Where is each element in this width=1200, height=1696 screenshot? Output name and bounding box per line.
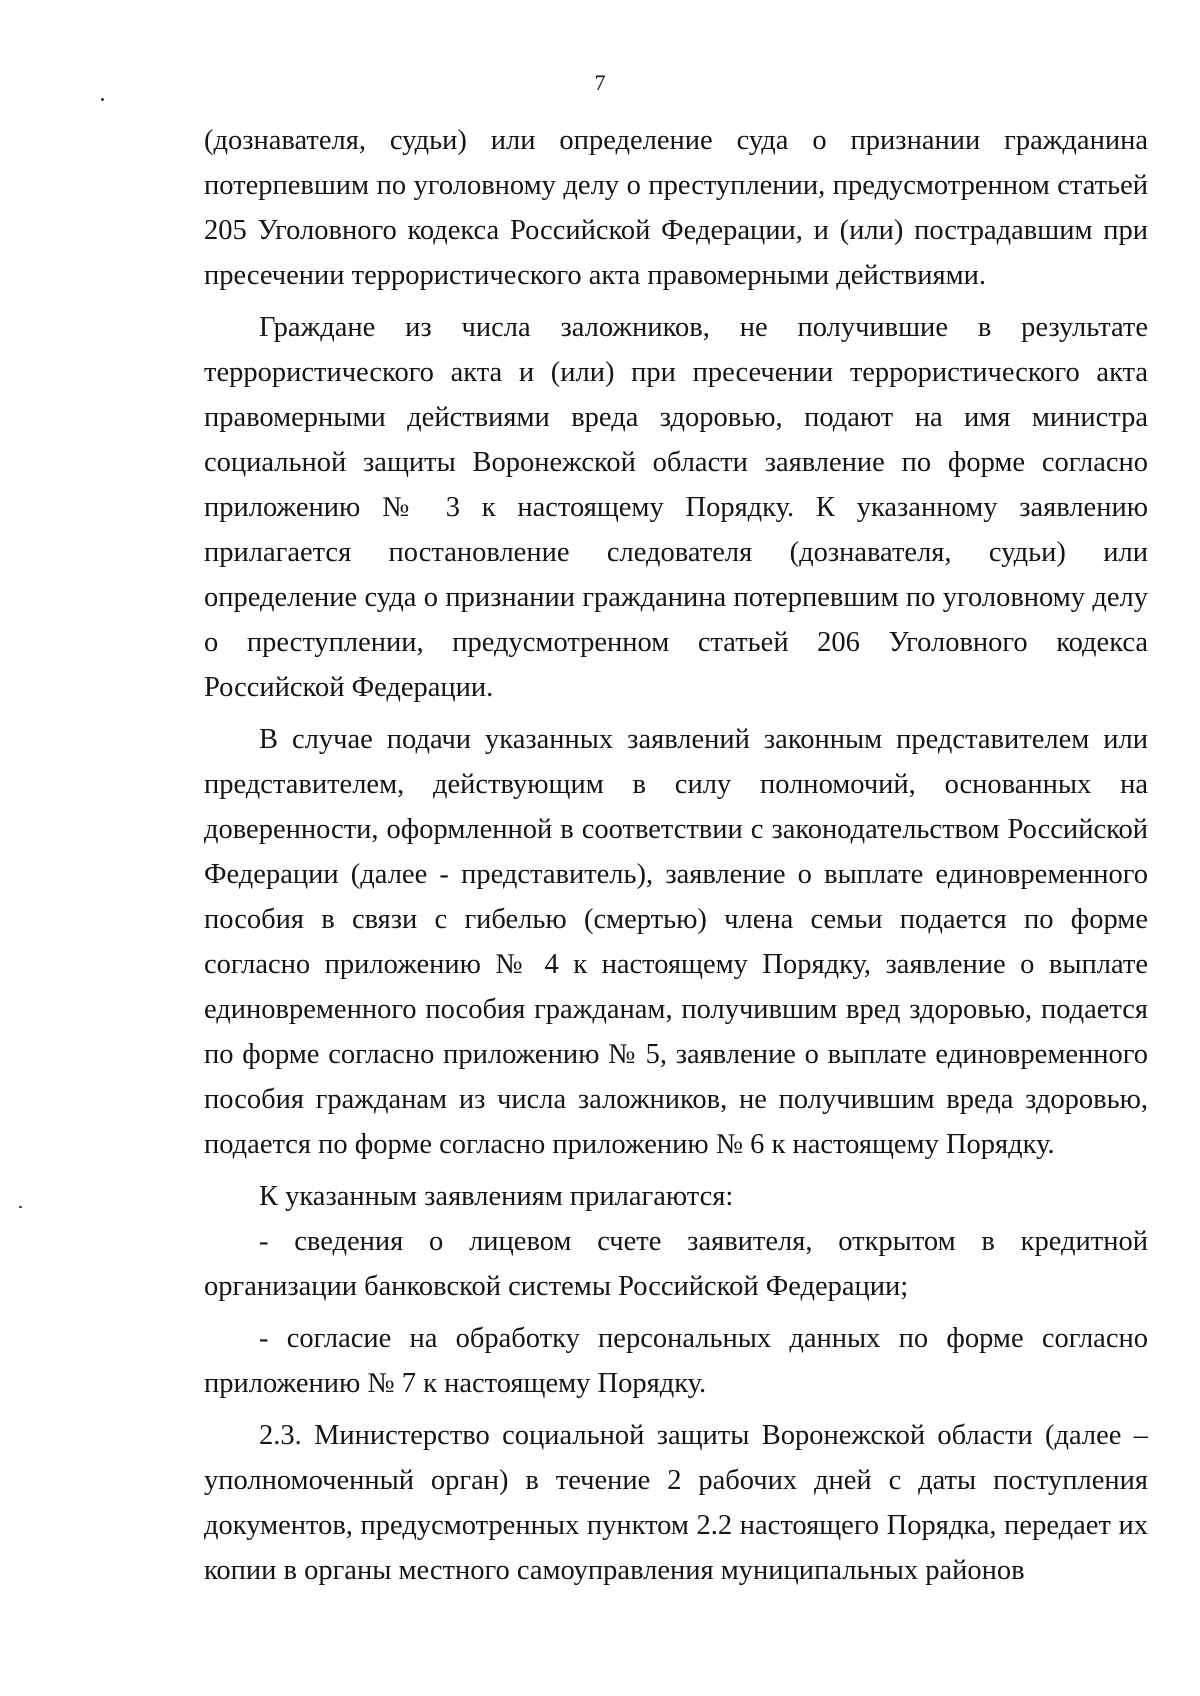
page-number: 7 — [594, 70, 606, 95]
list-item-consent: - согласие на обработку персональных данных по форме согласно приложению № 7 к настоящему Порядку. — [204, 1323, 1148, 1399]
scan-speck — [19, 1206, 22, 1208]
paragraph-representative: В случае подачи указанных заявлений законным представителем или представителем, действующим в силу полномочий, основанных на доверенности, оформленной в соответствии с законодательством Российской Федерации (далее - представитель), заявление о выплате единовременного пособия в связи с гибелью (смертью) члена семьи подается по форме согласно приложению № 4 к настоящему Порядку, заявление о выплате единовременного пособия гражданам, получившим вред здоровью, подается по форме согласно приложению № 5, заявление о выплате единовременного пособия гражданам из числа заложников, не получившим вреда здоровью, подается по форме согласно приложению № 6 к настоящему Порядку. — [204, 724, 1148, 1160]
document-body — [204, 118, 1148, 1593]
list-item-account-info: - сведения о лицевом счете заявителя, открытом в кредитной организации банковской системы Российской Федерации; — [204, 1226, 1148, 1302]
paragraph-continuation: (дознавателя, судьи) или определение суда о признании гражданина потерпевшим по уголовному делу о преступлении, предусмотренном статьей 205 Уголовного кодекса Российской Федерации, и (или) пострадавшим при пресечении террористического акта правомерными действиями. — [204, 125, 1148, 291]
paragraph-hostages: Граждане из числа заложников, не получившие в результате террористического акта и (или) при пресечении террористического акта правомерными действиями вреда здоровью, подают на имя министра социальной защиты Воронежской области заявление по форме согласно приложению № 3 к настоящему Порядку. К указанному заявлению прилагается постановление следователя (дознавателя, судьи) или определение суда о признании гражданина потерпевшим по уголовному делу о преступлении, предусмотренном статьей 206 Уголовного кодекса Российской Федерации. — [204, 312, 1148, 703]
paragraph-section-2-3: 2.3. Министерство социальной защиты Воронежской области (далее – уполномоченный орган) в течение 2 рабочих дней с даты поступления документов, предусмотренных пунктом 2.2 настоящего Порядка, передает их копии в органы местного самоуправления муниципальных районов — [204, 1420, 1148, 1586]
paragraph-attachments-intro: К указанным заявлениям прилагаются: — [259, 1181, 734, 1212]
scan-speck — [101, 98, 104, 101]
